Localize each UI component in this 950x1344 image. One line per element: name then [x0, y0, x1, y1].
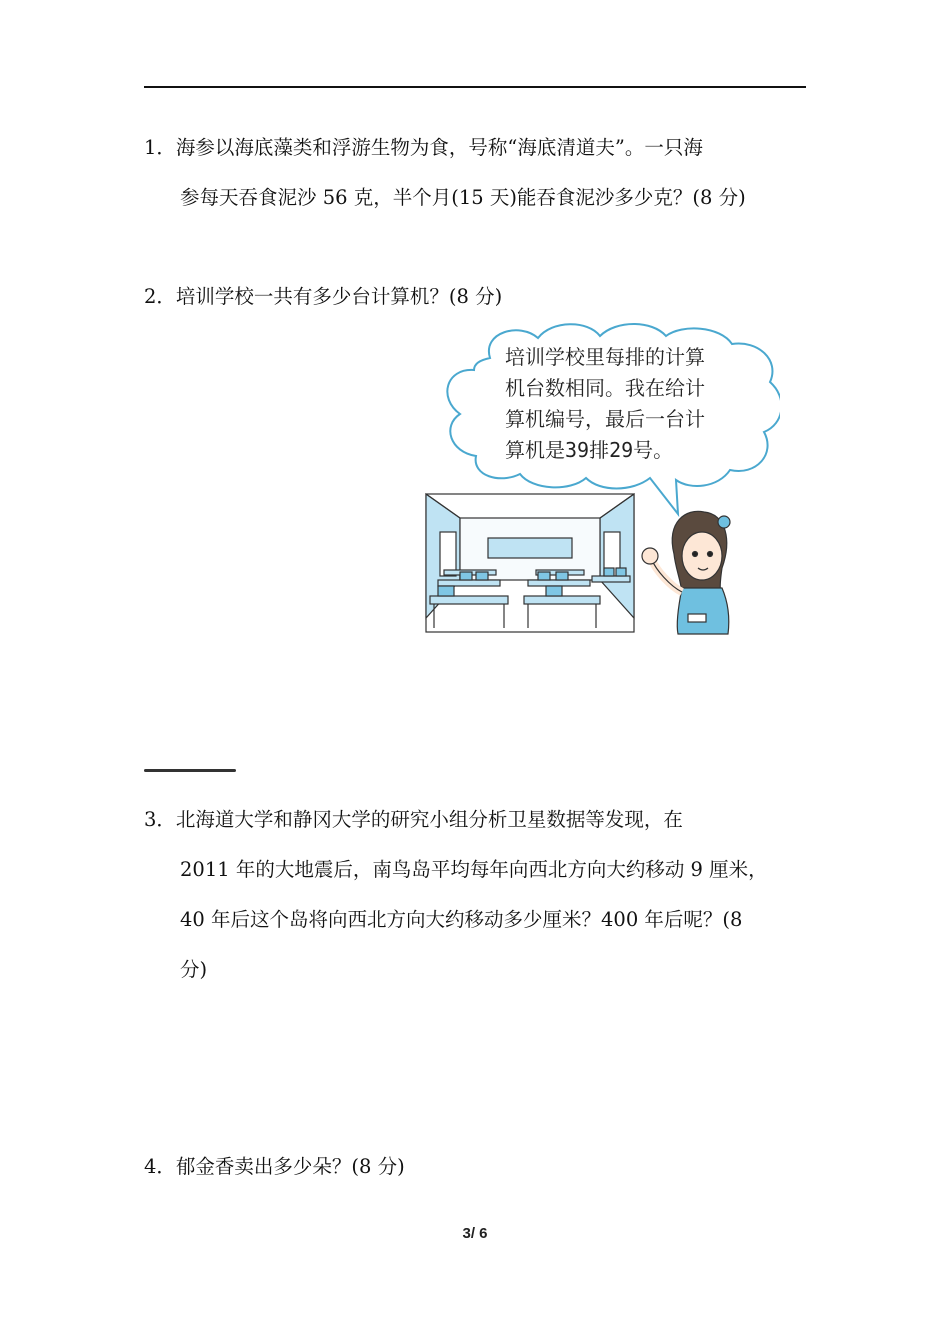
speech-bubble-line-1: 培训学校里每排的计算	[505, 345, 705, 369]
girl-figure	[642, 511, 730, 634]
classroom-scene	[426, 494, 634, 632]
question-3-line-1: 3．北海道大学和静冈大学的研究小组分析卫星数据等发现，在	[144, 808, 683, 831]
question-4-number: 4．	[144, 1155, 176, 1178]
header-rule	[144, 86, 806, 88]
question-1-number: 1．	[144, 136, 176, 159]
section-divider-stub	[144, 769, 236, 772]
question-3	[144, 795, 824, 995]
question-3-line-4: 分)	[180, 958, 208, 981]
question-1-line-2: 参每天吞食泥沙 56 克，半个月(15 天)能吞食泥沙多少克？(8 分)	[180, 186, 746, 209]
question-2	[144, 272, 824, 322]
question-1-line-1: 1．海参以海底藻类和浮游生物为食，号称“海底清道夫”。一只海	[144, 136, 703, 159]
speech-bubble-line-3: 算机编号，最后一台计	[505, 407, 705, 431]
question-3-line-3: 40 年后这个岛将向西北方向大约移动多少厘米？400 年后呢？(8	[180, 908, 743, 931]
speech-bubble-text	[505, 342, 755, 466]
question-3-number: 3．	[144, 808, 176, 831]
question-4	[144, 1142, 824, 1192]
speech-bubble-line-2: 机台数相同。我在给计	[505, 376, 705, 400]
question-1	[144, 123, 824, 223]
question-2-line-1: 2．培训学校一共有多少台计算机？(8 分)	[144, 285, 503, 308]
question-2-number: 2．	[144, 285, 176, 308]
speech-bubble-line-4: 算机是39排29号。	[505, 438, 674, 462]
question-4-line-1: 4．郁金香卖出多少朵？(8 分)	[144, 1155, 405, 1178]
page-number: 3/ 6	[462, 1225, 488, 1242]
question-3-line-2: 2011 年的大地震后，南鸟岛平均每年向西北方向大约移动 9 厘米，	[180, 858, 768, 881]
